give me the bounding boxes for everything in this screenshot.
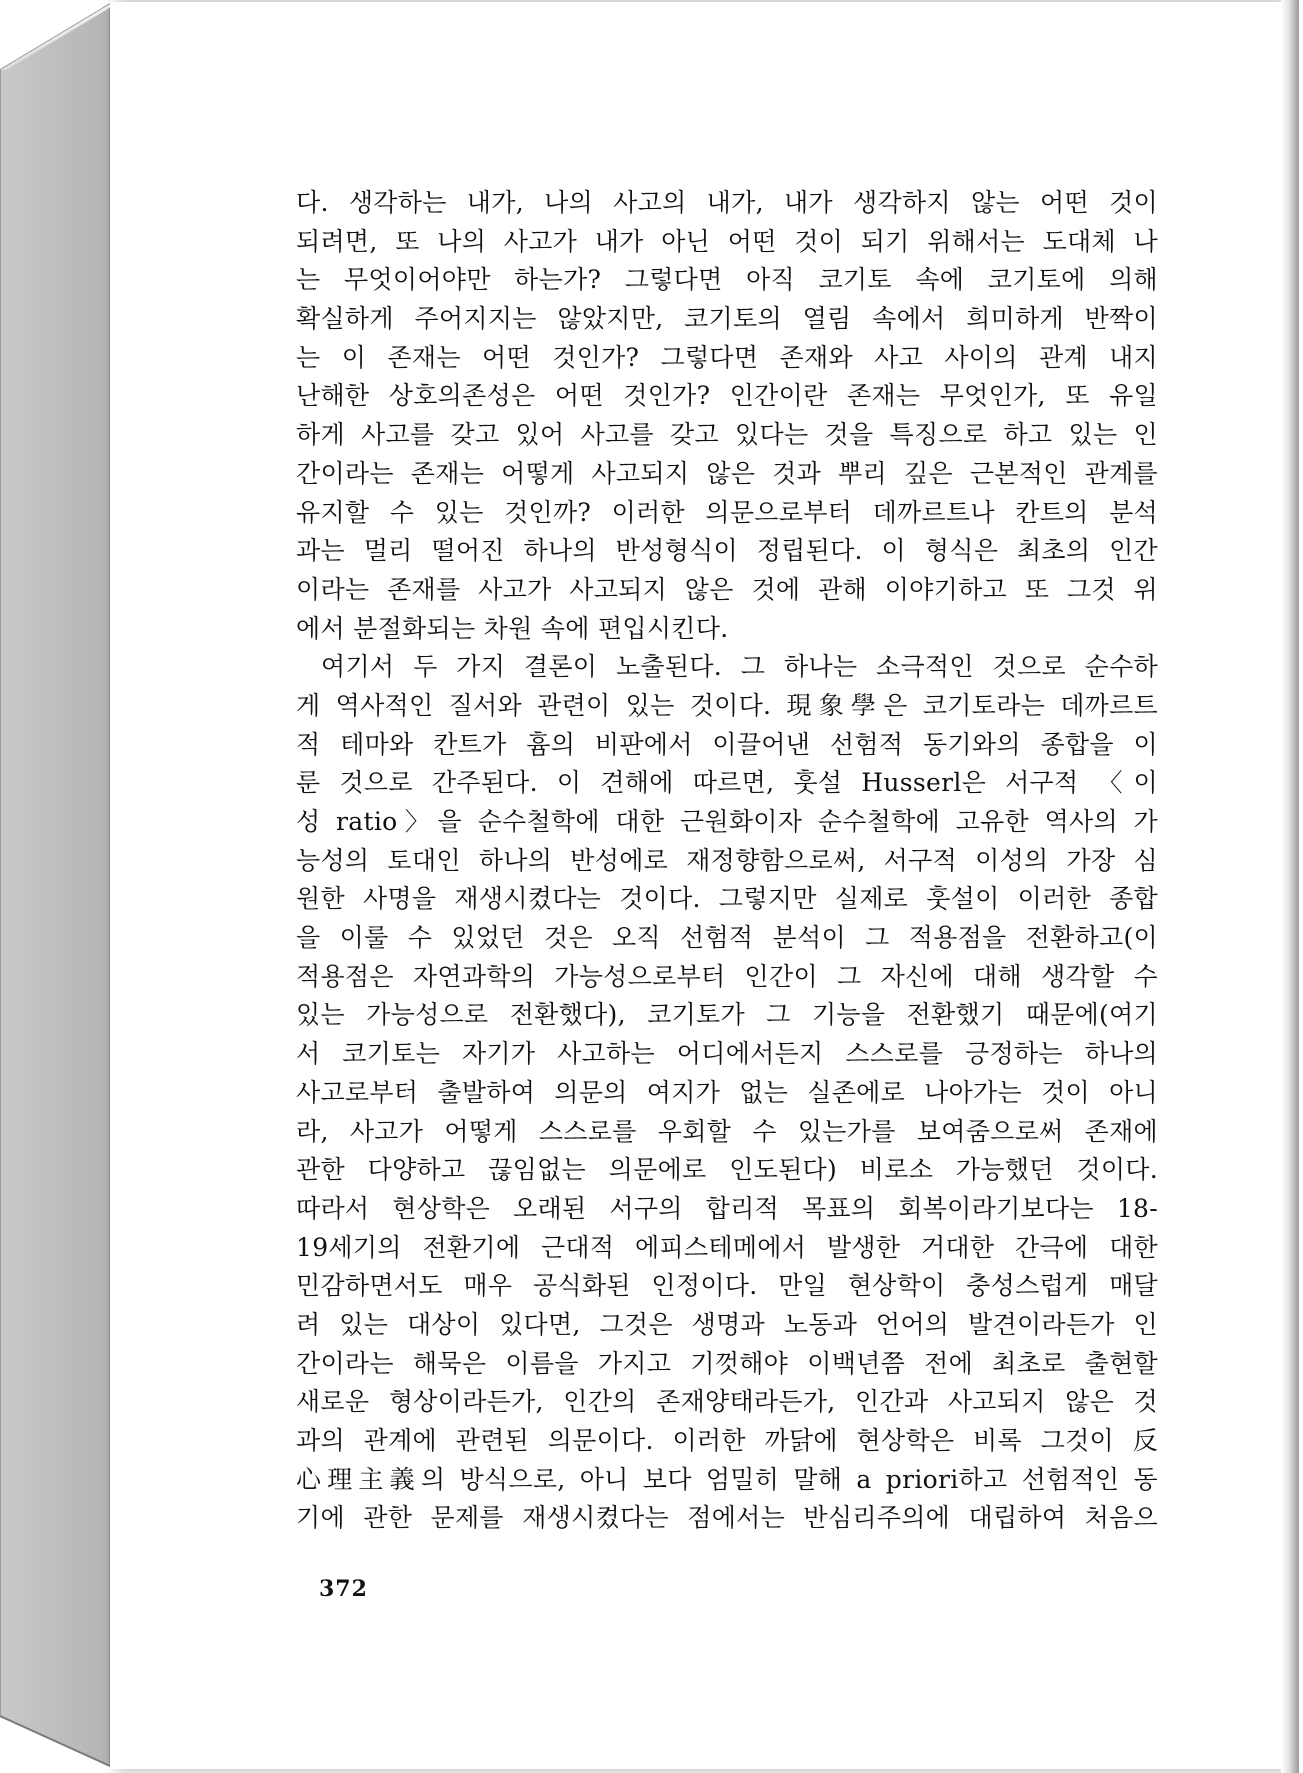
text-line: 려 있는 대상이 있다면, 그것은 생명과 노동과 언어의 발견이라든가 인 — [296, 1309, 1158, 1339]
text-line: 간이라는 존재는 어떻게 사고되지 않은 것과 뿌리 깊은 근본적인 관계를 — [296, 458, 1158, 488]
text-line: 있는 가능성으로 전환했다), 코기토가 그 기능을 전환했기 때문에(여기 — [296, 1000, 1158, 1030]
text-line: 간이라는 해묵은 이름을 가지고 기껏해야 이백년쯤 전에 최초로 출현할 — [296, 1348, 1158, 1378]
text-line: 민감하면서도 매우 공식화된 인정이다. 만일 현상학이 충성스럽게 매달 — [296, 1271, 1158, 1301]
text-line: 적용점은 자연과학의 가능성으로부터 인간이 그 자신에 대해 생각할 수 — [296, 961, 1158, 991]
text-line: 과는 멀리 떨어진 하나의 반성형식이 정립된다. 이 형식은 최초의 인간 — [296, 536, 1158, 566]
text-line: 心理主義의 방식으로, 아니 보다 엄밀히 말해 a priori하고 선험적인 동 — [296, 1464, 1158, 1494]
text-line: 룬 것으로 간주된다. 이 견해에 따르면, 훗설 Husserl은 서구적 〈이 — [296, 768, 1158, 798]
text-line: 관한 다양하고 끊임없는 의문에로 인도된다) 비로소 가능했던 것이다. — [296, 1155, 1158, 1185]
page-number: 372 — [319, 1576, 368, 1602]
text-line: 기에 관한 문제를 재생시켰다는 점에서는 반심리주의에 대립하여 처음으 — [296, 1503, 1158, 1533]
text-line: 과의 관계에 관련된 의문이다. 이러한 까닭에 현상학은 비록 그것이 反 — [296, 1426, 1158, 1455]
page-edge-shadow — [1281, 0, 1299, 1773]
text-line: 난해한 상호의존성은 어떤 것인가? 인간이란 존재는 무엇인가, 또 유일 — [296, 381, 1158, 411]
text-line: 원한 사명을 재생시켰다는 것이다. 그렇지만 실제로 훗설이 이러한 종합 — [296, 884, 1158, 914]
text-line: 는 이 존재는 어떤 것인가? 그렇다면 존재와 사고 사이의 관계 내지 — [296, 342, 1158, 372]
text-line: 에서 분절화되는 차원 속에 편입시킨다. — [296, 613, 729, 643]
text-line: 라, 사고가 어떻게 스스로를 우회할 수 있는가를 보여줌으로써 존재에 — [296, 1116, 1158, 1146]
text-line: 유지할 수 있는 것인까? 이러한 의문으로부터 데까르트나 칸트의 분석 — [296, 497, 1158, 527]
text-line: 적 테마와 칸트가 흄의 비판에서 이끌어낸 선험적 동기와의 종합을 이 — [296, 729, 1158, 759]
text-line: 되려면, 또 나의 사고가 내가 아닌 어떤 것이 되기 위해서는 도대체 나 — [296, 226, 1158, 256]
text-line: 하게 사고를 갖고 있어 사고를 갖고 있다는 것을 특징으로 하고 있는 인 — [296, 420, 1158, 450]
text-line: 확실하게 주어지지는 않았지만, 코기토의 열림 속에서 희미하게 반짝이 — [296, 304, 1158, 334]
text-line: 성 ratio〉을 순수철학에 대한 근원화이자 순수철학에 고유한 역사의 가 — [296, 807, 1158, 836]
text-line: 새로운 형상이라든가, 인간의 존재양태라든가, 인간과 사고되지 않은 것 — [296, 1387, 1158, 1417]
text-line: 능성의 토대인 하나의 반성에로 재정향함으로써, 서구적 이성의 가장 심 — [296, 845, 1158, 875]
text-line: 이라는 존재를 사고가 사고되지 않은 것에 관해 이야기하고 또 그것 위 — [296, 574, 1158, 604]
text-line: 다. 생각하는 내가, 나의 사고의 내가, 내가 생각하지 않는 어떤 것이 — [296, 188, 1158, 217]
text-line: 서 코기토는 자기가 사고하는 어디에서든지 스스로를 긍정하는 하나의 — [296, 1039, 1158, 1069]
page-body-text — [296, 184, 1158, 1538]
text-line: 게 역사적인 질서와 관련이 있는 것이다. 現象學은 코기토라는 데까르트 — [296, 690, 1158, 720]
text-line: 사고로부터 출발하여 의문의 여지가 없는 실존에로 나아가는 것이 아니 — [296, 1077, 1158, 1107]
text-line: 여기서 두 가지 결론이 노출된다. 그 하나는 소극적인 것으로 순수하 — [321, 652, 1158, 682]
text-line: 19세기의 전환기에 근대적 에피스테메에서 발생한 거대한 간극에 대한 — [296, 1232, 1158, 1262]
text-line: 을 이룰 수 있었던 것은 오직 선험적 분석이 그 적용점을 전환하고(이 — [296, 923, 1158, 953]
text-line: 따라서 현상학은 오래된 서구의 합리적 목표의 회복이라기보다는 18- — [296, 1193, 1158, 1223]
text-line: 는 무엇이어야만 하는가? 그렇다면 아직 코기토 속에 코기토에 의해 — [296, 265, 1158, 295]
